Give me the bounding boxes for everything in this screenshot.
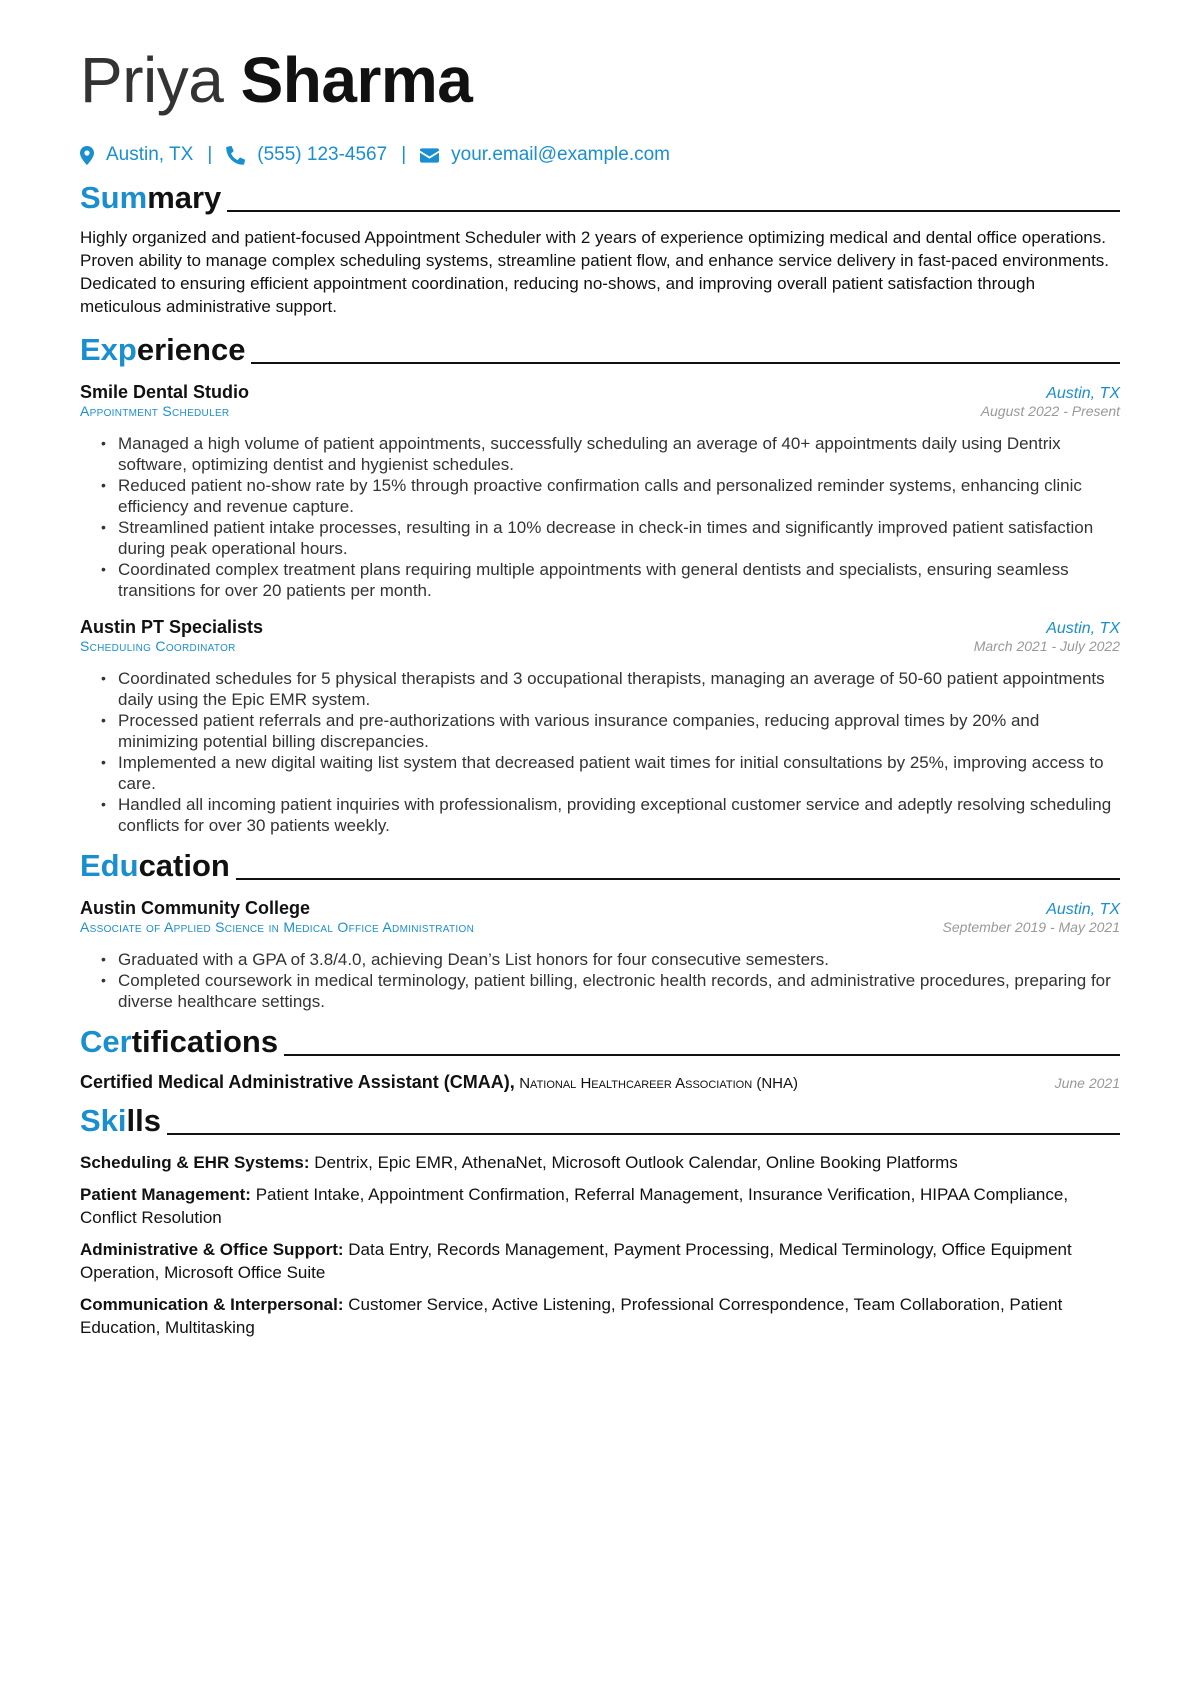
- education-bullets: [80, 949, 1120, 1012]
- list-item: • Completed coursework in medical terminology, patient billing, electronic health records, and administrative procedures, preparing for diverse healthcare settings.: [118, 970, 1120, 1012]
- job-bullets: [80, 433, 1120, 601]
- section-title: [80, 848, 230, 884]
- contact-separator: |: [207, 144, 213, 165]
- list-item: • Reduced patient no-show rate by 15% through proactive confirmation calls and personalized reminder systems, enhancing clinic efficiency and revenue capture.: [118, 475, 1120, 517]
- job-role: Appointment Scheduler: [80, 403, 230, 419]
- resume-page: [80, 40, 1120, 1339]
- list-item: • Managed a high volume of patient appointments, successfully scheduling an average of 40+ appointments daily using Dentrix software, optimizing dentist and hygienist schedules.: [118, 433, 1120, 475]
- title-rest: erience: [136, 332, 246, 367]
- title-accent: Edu: [80, 848, 139, 883]
- contact-bar: [80, 142, 1120, 168]
- skill-values: Data Entry, Records Management, Payment Processing, Medical Terminology, Office Equipment Operation, Microsoft Office Suite: [80, 1240, 1072, 1282]
- list-item: • Coordinated schedules for 5 physical therapists and 3 occupational therapists, managing an average of 50-60 patient appointments daily using the Epic EMR system.: [118, 668, 1120, 710]
- phone-text: (555) 123-4567: [257, 144, 388, 165]
- map-pin-icon: [80, 146, 94, 165]
- job-dates: August 2022 - Present: [980, 403, 1120, 419]
- certifications-heading: [80, 1024, 1120, 1060]
- certification-name: Certified Medical Administrative Assistant (CMAA): [80, 1072, 510, 1092]
- location-text: Austin, TX: [106, 144, 194, 165]
- certification-comma: ,: [509, 1072, 515, 1092]
- degree: Associate of Applied Science in Medical Office Administration: [80, 919, 475, 935]
- title-accent: Sum: [80, 180, 148, 215]
- job-entry: [80, 382, 1120, 601]
- job-bullets: [80, 668, 1120, 836]
- skill-group: [80, 1238, 1120, 1284]
- skill-label: Patient Management:: [80, 1185, 251, 1204]
- last-name: Sharma: [240, 44, 473, 116]
- job-entry: [80, 617, 1120, 836]
- section-rule: [167, 1133, 1120, 1135]
- email-link: your.email@example.com: [451, 144, 670, 165]
- title-accent: Ski: [80, 1103, 127, 1138]
- skill-values: Patient Intake, Appointment Confirmation, Referral Management, Insurance Verification, HIPAA Compliance, Conflict Resolution: [80, 1185, 1069, 1227]
- first-name: Priya: [80, 44, 224, 116]
- list-item: • Implemented a new digital waiting list system that decreased patient wait times for initial consultations by 25%, improving access to care.: [118, 752, 1120, 794]
- skill-label: Communication & Interpersonal:: [80, 1295, 344, 1314]
- envelope-icon: [420, 148, 439, 163]
- title-rest: lls: [126, 1103, 161, 1138]
- contact-location: [80, 144, 193, 166]
- list-item: • Handled all incoming patient inquiries with professionalism, providing exceptional customer service and adeptly resolving scheduling conflicts for over 30 patients weekly.: [118, 794, 1120, 836]
- list-item: • Streamlined patient intake processes, resulting in a 10% decrease in check-in times and significantly improved patient satisfaction during peak operational hours.: [118, 517, 1120, 559]
- job-dates: March 2021 - July 2022: [973, 638, 1120, 654]
- section-title: [80, 180, 221, 216]
- list-item: • Coordinated complex treatment plans requiring multiple appointments with general dentists and specialists, ensuring seamless transitions for over 20 patients per month.: [118, 559, 1120, 601]
- education-entry: [80, 898, 1120, 1012]
- education-dates: September 2019 - May 2021: [942, 919, 1120, 935]
- school-name: Austin Community College: [80, 898, 311, 918]
- summary-text: Highly organized and patient-focused Appointment Scheduler with 2 years of experience optimizing medical and dental office operations. Proven ability to manage complex scheduling systems, streamline patient flow, and enhance service delivery in fast-paced environments. Dedicated to ensuring efficient appointment coordination, reducing no-shows, and improving overall patient satisfaction through meticulous administrative support.: [80, 228, 1110, 316]
- title-rest: cation: [138, 848, 230, 883]
- job-role: Scheduling Coordinator: [80, 638, 236, 654]
- contact-separator: |: [401, 144, 407, 165]
- section-title: [80, 1103, 161, 1139]
- skill-group: [80, 1151, 1120, 1174]
- skill-values: Dentrix, Epic EMR, AthenaNet, Microsoft Outlook Calendar, Online Booking Platforms: [314, 1153, 958, 1172]
- title-accent: Exp: [80, 332, 137, 367]
- contact-email[interactable]: [420, 144, 670, 166]
- certification-date: June 2021: [1054, 1075, 1120, 1091]
- phone-icon: [226, 146, 245, 165]
- section-rule: [284, 1054, 1120, 1056]
- certification-entry: [80, 1072, 1120, 1093]
- title-accent: Cer: [80, 1024, 132, 1059]
- education-heading: [80, 848, 1120, 884]
- section-rule: [251, 362, 1120, 364]
- list-item: • Graduated with a GPA of 3.8/4.0, achieving Dean’s List honors for four consecutive semesters.: [118, 949, 1120, 970]
- section-rule: [236, 878, 1120, 880]
- job-org: Smile Dental Studio: [80, 382, 250, 402]
- section-title: [80, 1024, 278, 1060]
- school-location: Austin, TX: [1046, 901, 1120, 918]
- section-rule: [227, 210, 1120, 212]
- skills-heading: [80, 1103, 1120, 1139]
- candidate-name: [80, 40, 1120, 120]
- skill-group: [80, 1293, 1120, 1339]
- job-org: Austin PT Specialists: [80, 617, 264, 637]
- job-location: Austin, TX: [1046, 620, 1120, 637]
- summary-heading: [80, 180, 1120, 216]
- title-rest: mary: [147, 180, 222, 215]
- section-title: [80, 332, 245, 368]
- certification-issuer: National Healthcareer Association (NHA): [519, 1075, 798, 1092]
- skill-label: Scheduling & EHR Systems:: [80, 1153, 310, 1172]
- experience-heading: [80, 332, 1120, 368]
- job-location: Austin, TX: [1046, 385, 1120, 402]
- skill-label: Administrative & Office Support:: [80, 1240, 344, 1259]
- skill-values: Customer Service, Active Listening, Professional Correspondence, Team Collaboration, Patient Education, Multitasking: [80, 1295, 1063, 1337]
- title-rest: tifications: [131, 1024, 279, 1059]
- contact-phone[interactable]: [226, 144, 387, 166]
- skill-group: [80, 1183, 1120, 1229]
- list-item: • Processed patient referrals and pre-authorizations with various insurance companies, reducing approval times by 20% and minimizing potential billing discrepancies.: [118, 710, 1120, 752]
